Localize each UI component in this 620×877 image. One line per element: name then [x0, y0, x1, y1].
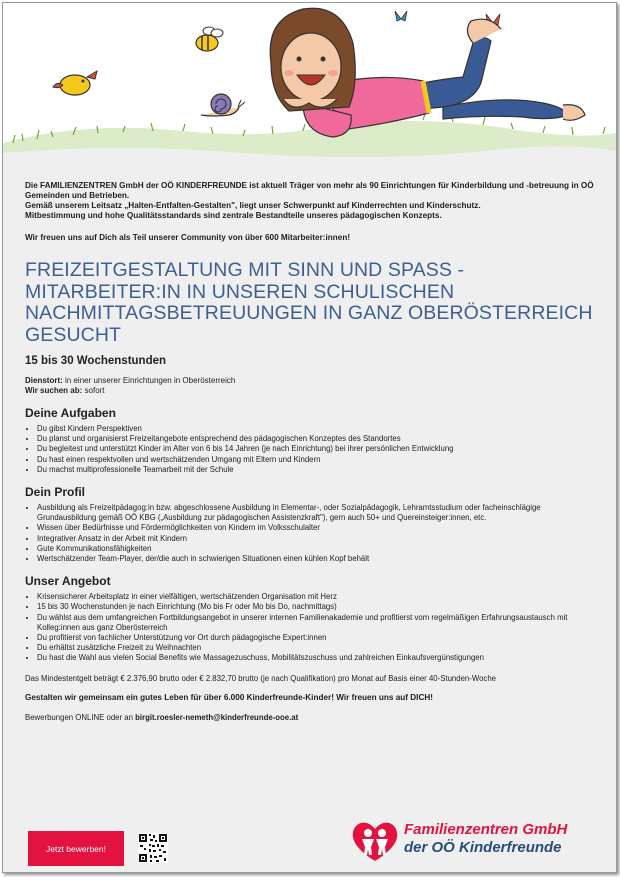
list-item: • Du hast einen respektvollen und wertschätzenden Umgang mit Eltern und Kindern: [37, 455, 595, 465]
list-item: • Du begleitest und unterstützt Kinder im Alter von 6 bis 14 Jahren (je nach Einrichtung) bei ihrer persönlichen Entwicklung: [37, 444, 595, 454]
girl-illustration: [3, 3, 616, 165]
list-item: • Gute Kommunikationsfähigkeiten: [37, 544, 595, 554]
intro-line-3: Mitbestimmung und hohe Qualitätsstandards sind zentrale Bestandteile unseres pädagogischen Konzepts.: [25, 211, 442, 220]
list-item: • Du hast die Wahl aus vielen Social Benefits wie Massagezuschuss, Mobilitätszuschuss und zahlreichen Einkaufsvergünstigungen: [37, 653, 595, 663]
apply-email-link[interactable]: birgit.roesler-nemeth@kinderfreunde-ooe.at: [135, 712, 299, 722]
profile-list: [25, 503, 595, 564]
qr-code-icon[interactable]: [138, 833, 168, 863]
children-logo-icon: [350, 817, 400, 863]
tasks-heading: Deine Aufgaben: [25, 406, 116, 420]
hero-illustration: [3, 3, 616, 165]
logo-line-2: der OÖ Kinderfreunde: [404, 839, 562, 856]
apply-label: Bewerbungen ONLINE oder an: [25, 712, 133, 722]
offer-list: [25, 592, 595, 663]
snail-icon: [201, 94, 245, 116]
posting-content: [25, 181, 595, 723]
list-item: • 15 bis 30 Wochenstunden je nach Einrichtung (Mo bis Fr oder Mo bis Do, nachmittags): [37, 602, 595, 612]
job-title: FREIZEITGESTALTUNG MIT SINN UND SPASS - MITARBEITER:IN IN UNSEREN SCHULISCHEN NACHMITTAGSBETREUUNGEN IN GANZ OBERÖSTERREICH GESUCHT: [25, 259, 593, 346]
list-item: • Wissen über Bedürfnisse und Fördermöglichkeiten von Kindern im Volksschulalter: [37, 523, 595, 533]
company-logo: [350, 817, 600, 863]
start-value: sofort: [84, 386, 105, 395]
apply-text: [25, 713, 595, 723]
closing-text: Gestalten wir gemeinsam ein gutes Leben für über 6.000 Kinderfreunde-Kinder! Wir freuen uns auf DICH!: [25, 692, 434, 702]
list-item: • Integrativer Ansatz in der Arbeit mit Kindern: [37, 534, 595, 544]
location-label: Dienstort:: [25, 376, 63, 385]
profile-heading: Dein Profil: [25, 485, 86, 500]
list-item: • Du gibst Kindern Perspektiven: [37, 424, 595, 434]
intro-text: [25, 181, 595, 221]
list-item: • Ausbildung als Freizeitpädagog:in bzw. abgeschlossene Ausbildung in Elementar-, oder Sozialpädagogik, Lehramtsstudium oder facheinschlägige Grundausbildung gemäß OÖ KBG („Ausbildung zur pädagogischen Assistenzkraft"), gern auch 50+ und Quereinsteiger:innen, etc.: [37, 503, 595, 523]
logo-line-1: Familienzentren GmbH: [404, 821, 568, 838]
tasks-list: [25, 424, 595, 475]
list-item: • Du profitierst von fachlicher Unterstützung vor Ort durch pädagogische Expert:innen: [37, 633, 595, 643]
location-value: in einer unserer Einrichtungen in Oberösterreich: [65, 376, 236, 385]
offer-heading: Unser Angebot: [25, 574, 111, 589]
list-item: • Du planst und organisierst Freizeitangebote entsprechend des pädagogischen Konzeptes des Standortes: [37, 434, 595, 444]
list-item: • Du wählst aus dem umfangreichen Fortbildungsangebot in unserer internen Familienakademie und profitierst vom regelmäßigen Erfahrungsaustausch mit Kolleg:innen aus ganz Oberösterreich: [37, 613, 595, 633]
working-hours: 15 bis 30 Wochenstunden: [25, 355, 167, 367]
list-item: • Krisensicherer Arbeitsplatz in einer vielfältigen, wertschätzenden Organisation mit Herz: [37, 592, 595, 602]
list-item: • Du machst multiprofessionelle Teamarbeit mit der Schule: [37, 465, 595, 475]
salary-text: Das Mindestentgelt beträgt € 2.376,90 brutto oder € 2.832,70 brutto (je nach Qualifikation) pro Monat auf Basis einer 40-Stunden-Woche: [25, 673, 496, 683]
list-item: • Wertschätzender Team-Player, der/die auch in schwierigen Situationen einen kühlen Kopf behält: [37, 554, 595, 564]
bird-icon: [53, 71, 97, 95]
intro-line-2: Gemäß unserem Leitsatz „Halten-Entfalten-Gestalten", liegt unser Schwerpunkt auf Kinderrechten und Kinderschutz.: [25, 201, 481, 210]
start-label: Wir suchen ab:: [25, 386, 83, 395]
apply-button[interactable]: Jetzt bewerben!: [28, 831, 124, 866]
job-meta: [25, 376, 595, 396]
bee-icon: [196, 27, 223, 51]
intro-paragraph: Die FAMILIENZENTREN GmbH der OÖ KINDERFREUNDE ist aktuell Träger von mehr als 90 Einrichtungen für Kinderbildung und -betreuung in OÖ Gemeinden und Betrieben.: [25, 181, 594, 200]
job-posting-page: [2, 2, 617, 873]
list-item: • Du erhältst zusätzliche Freizeit zu Weihnachten: [37, 643, 595, 653]
community-text: Wir freuen uns auf Dich als Teil unserer Community von über 600 Mitarbeiter:innen!: [25, 233, 351, 242]
